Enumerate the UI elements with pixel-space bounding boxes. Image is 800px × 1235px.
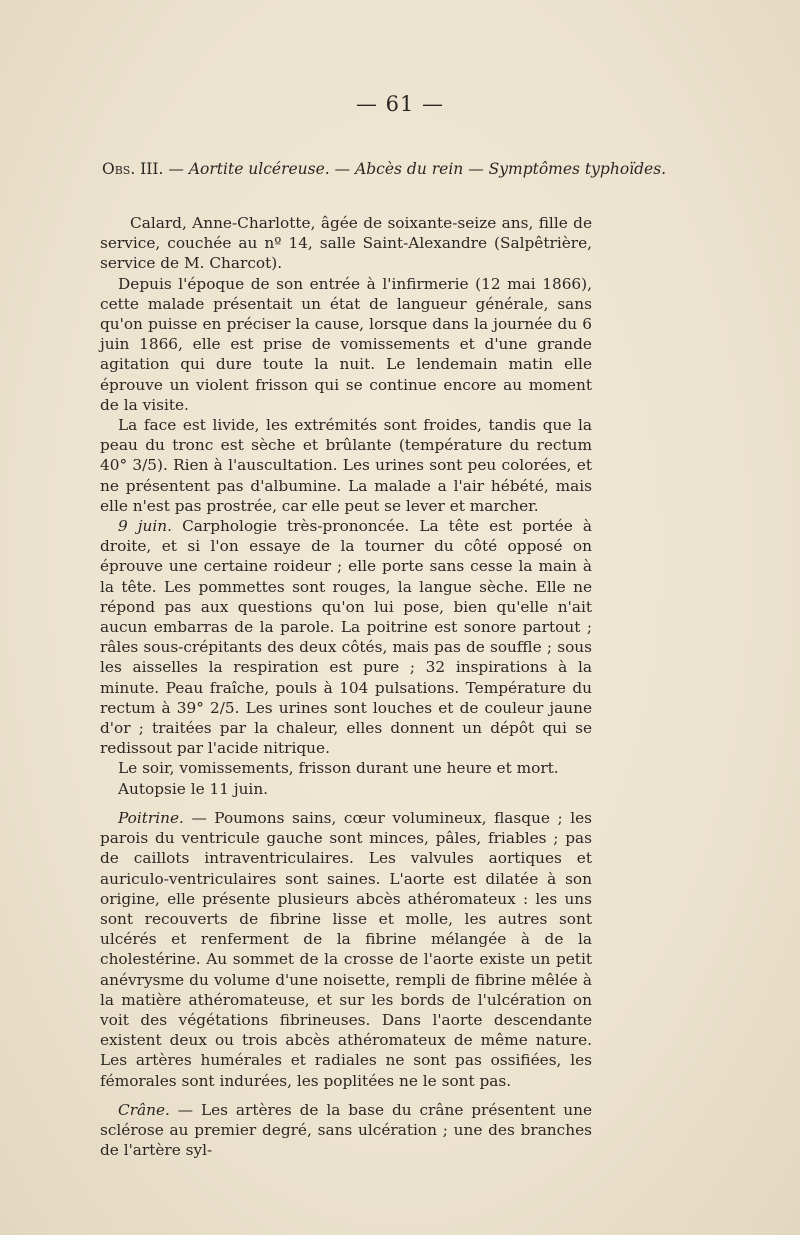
page-number: — 61 — xyxy=(355,92,445,116)
observation-heading xyxy=(102,160,702,178)
paragraph-patient: Calard, Anne-Charlotte, âgée de soixante-seize ans, fille de service, couchée au nº 14, salle Saint-Alexandre (Salpêtrière, service de M. Charcot). xyxy=(100,214,592,273)
paragraph-june-9: 9 juin. Carphologie très-prononcée. La tête est portée à droite, et si l'on essaye de la tourner du côté opposé on éprouve une certaine roideur ; elle porte sans cesse la main à la tête. Les pommettes sont rouges, la langue sèche. Elle ne répond pas aux questions qu'on lui pose, bien qu'elle n'ait aucun embarras de la parole. La poitrine est sonore partout ; râles sous-crépitants des deux côtés, mais pas de souffle ; sous les aisselles la respiration est pure ; 32 inspirations à la minute. Peau fraîche, pouls à 104 pulsations. Température du rectum à 39° 2/5. Les urines sont louches et de couleur jaune d'or ; traitées par la chaleur, elles donnent un dépôt qui se redissout par l'acide nitrique. xyxy=(100,517,592,758)
paragraph-skull: Crâne. — Les artères de la base du crâne présentent une sclérose au premier degré, sans ulcération ; une des branches de l'artère syl- xyxy=(100,1100,592,1160)
paragraph-autopsy: Autopsie le 11 juin. xyxy=(118,779,269,798)
paragraph-evening: Le soir, vomissements, frisson durant une heure et mort. xyxy=(118,759,559,778)
paragraph-examination: La face est livide, les extrémités sont froides, tandis que la peau du tronc est sèche et brûlante (température du rectum 40° 3/5). Rien à l'auscultation. Les urines sont peu colorées, et ne présentent pas d'albumine. La malade a l'air hébété, mais elle n'est pas prostrée, car elle peut se lever et marcher. xyxy=(100,416,592,515)
observation-title: — Aortite ulcéreuse. — Abcès du rein — Symptômes typhoïdes. xyxy=(168,160,667,178)
body-text xyxy=(100,213,592,1160)
paragraph-chest: Poitrine. — Poumons sains, cœur volumineux, flasque ; les parois du ventricule gauche sont minces, pâles, friables ; pas de caillots intraventriculaires. Les valvules aortiques et auriculo-ventriculaires sont saines. L'aorte est dilatée à son origine, elle présente plusieurs abcès athéromateux : les uns sont recouverts de fibrine lisse et molle, les autres sont ulcérés et renferment de la fibrine mélangée à de la cholestérine. Au sommet de la crosse de l'aorte existe un petit anévrysme du volume d'une noisette, rempli de fibrine mêlée à la matière athéromateuse, et sur les bords de l'ulcération on voit des végétations fibrineuses. Dans l'aorte descendante existent deux ou trois abcès athéromateux de même nature. Les artères humérales et radiales ne sont pas ossifiées, les fémorales sont indurées, les poplitées ne le sont pas. xyxy=(100,808,592,1090)
paragraph-history: Depuis l'époque de son entrée à l'infirmerie (12 mai 1866), cette malade présentait un état de langueur générale, sans qu'on puisse en préciser la cause, lorsque dans la journée du 6 juin 1866, elle est prise de vomissements et d'une grande agitation qui dure toute la nuit. Le lendemain matin elle éprouve un violent frisson qui se continue encore au moment de la visite. xyxy=(100,274,592,414)
observation-label: Obs. III. xyxy=(102,160,164,178)
